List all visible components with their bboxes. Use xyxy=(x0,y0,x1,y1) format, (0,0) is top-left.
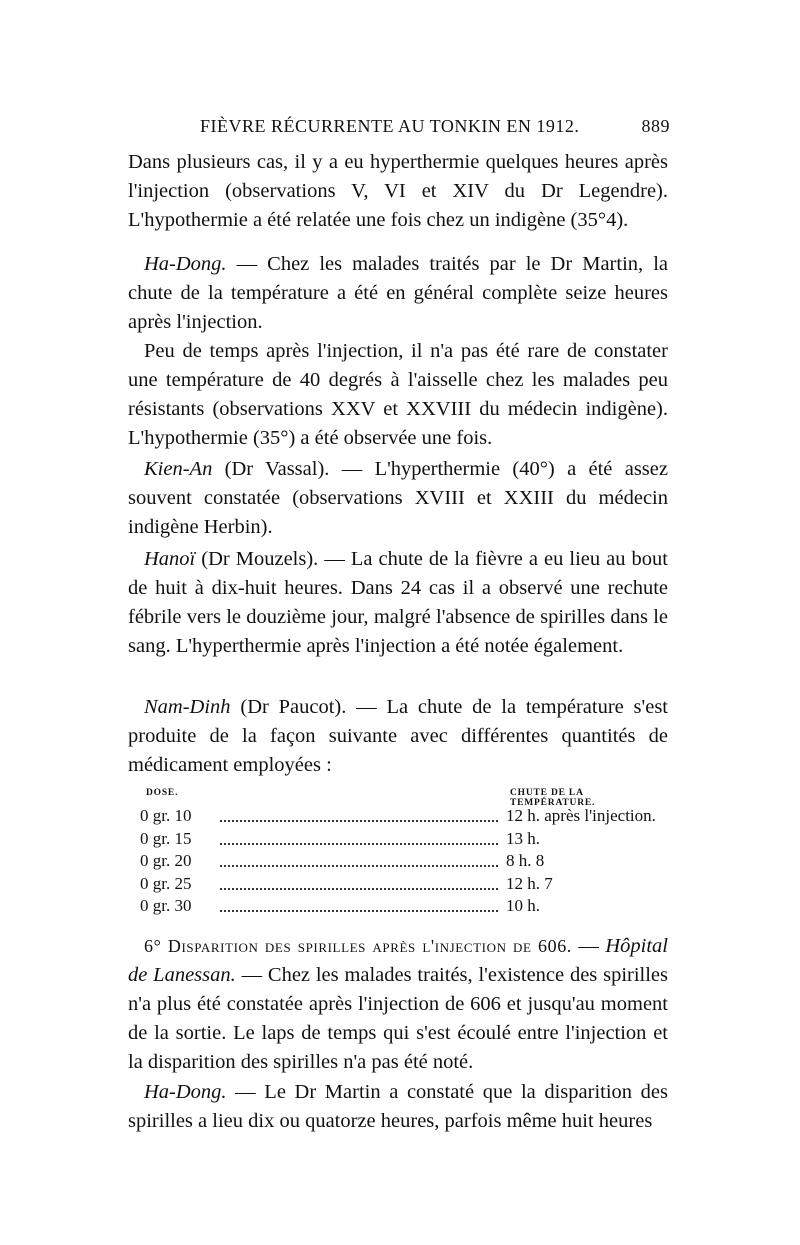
place-name: Nam-Dinh xyxy=(144,696,231,718)
dose-cell: 0 gr. 20 xyxy=(140,851,192,870)
place-name: Ha-Dong. xyxy=(144,253,227,275)
paragraph-disparition: 6° Disparition des spirilles après l'injection de 606. — Hôpital de Lanessan. — Chez les malades traités, l'existence des spirilles n'a plus été constatée après l'injection de 606 et jusqu'au moment de la sortie. Le laps de temps qui s'est écoulé entre l'injection et la disparition des spirilles n'a pas été noté. xyxy=(128,935,669,1073)
page-number: 889 xyxy=(641,116,670,136)
body-block-4 xyxy=(128,545,668,661)
chute-cell: 8 h. 8 xyxy=(506,851,545,870)
section-heading: 6° Disparition des spirilles après l'injection de 606. xyxy=(144,936,572,956)
body-block-3 xyxy=(128,455,668,542)
dose-cell: 0 gr. 10 xyxy=(140,806,192,825)
paragraph-ha-dong-2: Ha-Dong. — Le Dr Martin a constaté que la disparition des spirilles a lieu dix ou quatorze heures, parfois même huit heures xyxy=(128,1081,668,1132)
dot-leader xyxy=(220,910,498,912)
header-title: FIÈVRE RÉCURRENTE AU TONKIN EN 1912. xyxy=(200,116,580,136)
column-header-dose: DOSE. xyxy=(146,788,179,798)
paragraph-hanoi: Hanoï (Dr Mouzels). — La chute de la fièvre a eu lieu au bout de huit à dix-huit heures. Dans 24 cas il a observé une rechute fébrile vers le douzième jour, malgré l'absence de spirilles dans le sang. L'hyperthermie après l'injection a été notée également. xyxy=(128,548,668,657)
dose-cell: 0 gr. 15 xyxy=(140,828,192,848)
paragraph-hyperthermia: Dans plusieurs cas, il y a eu hyperthermie quelques heures après l'injection (observations V, VI et XIV du Dr Legendre). L'hypothermie a été relatée une fois chez un indigène (35°4). xyxy=(128,151,668,231)
table-row xyxy=(140,896,670,919)
place-name: Hôpital de Lanessan. xyxy=(128,935,668,986)
place-name: Kien-An xyxy=(144,458,213,480)
dot-leader xyxy=(220,820,498,822)
dot-leader xyxy=(220,865,498,867)
chute-cell: 10 h. xyxy=(506,896,540,915)
table-row xyxy=(140,806,670,829)
paragraph-fever-drop: Peu de temps après l'injection, il n'a pas été rare de constater une température de 40 degrés à l'aisselle chez les malades peu résistants (observations XXV et XXVIII du médecin indigène). L'hypothermie (35°) a été observée une fois. xyxy=(128,340,668,449)
place-name: Ha-Dong. xyxy=(144,1081,227,1103)
place-name: Hanoï xyxy=(144,548,196,570)
dose-table xyxy=(140,786,670,919)
table-header xyxy=(140,786,670,806)
dot-leader xyxy=(220,888,498,890)
paragraph-nam-dinh: Nam-Dinh (Dr Paucot). — La chute de la température s'est produite de la façon suivante avec différentes quantités de médicament employées : xyxy=(128,696,668,776)
body-block-5 xyxy=(128,693,668,780)
body-block-7 xyxy=(128,1078,668,1136)
table-row xyxy=(140,851,670,874)
chute-cell: 12 h. après l'injection. xyxy=(506,806,656,825)
body-block-6 xyxy=(128,932,668,1077)
chute-cell: 12 h. 7 xyxy=(506,873,553,893)
paragraph-ha-dong: Ha-Dong. — Chez les malades traités par le Dr Martin, la chute de la température a été en général complète seize heures après l'injection. xyxy=(128,253,668,333)
column-header-chute: CHUTE DE LA TEMPÉRATURE. xyxy=(510,788,596,808)
dose-cell: 0 gr. 25 xyxy=(140,873,192,893)
paragraph-kien-an: Kien-An (Dr Vassal). — L'hyperthermie (40°) a été assez souvent constatée (observations XVIII et XXIII du médecin indigène Herbin). xyxy=(128,458,668,538)
table-row xyxy=(140,874,670,897)
body-block-1 xyxy=(128,148,668,235)
table-row xyxy=(140,829,670,852)
dot-leader xyxy=(220,843,498,845)
body-block-2 xyxy=(128,250,668,453)
chute-cell: 13 h. xyxy=(506,828,540,848)
dose-cell: 0 gr. 30 xyxy=(140,896,192,915)
